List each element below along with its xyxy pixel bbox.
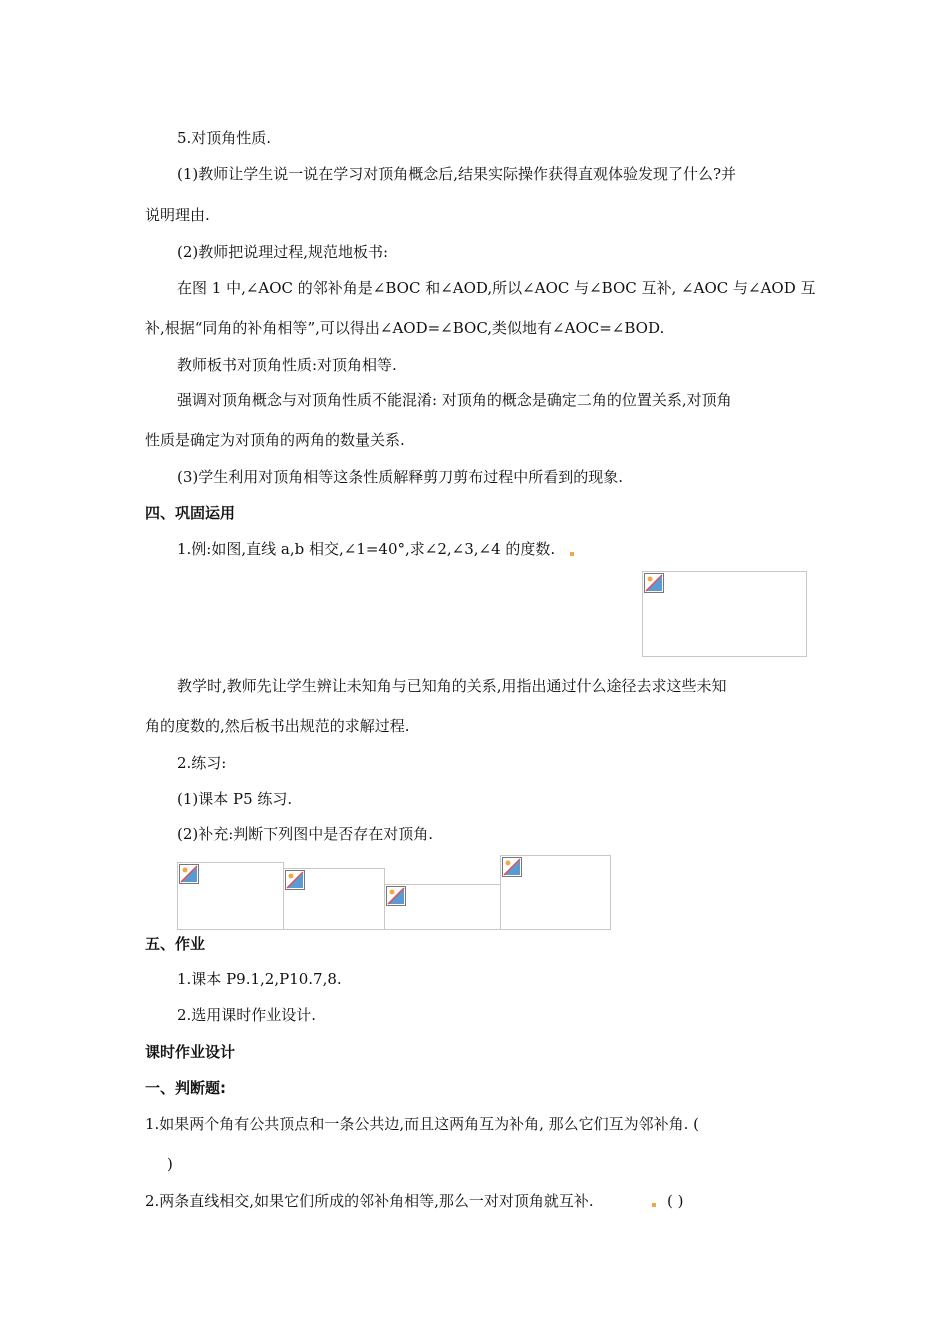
paragraph-line: 角的度数的,然后板书出规范的求解过程.	[145, 717, 410, 735]
question-line: 1.如果两个角有公共顶点和一条公共边,而且这两角互为补角, 那么它们互为邻补角. (	[145, 1115, 700, 1133]
question-line: 2.两条直线相交,如果它们所成的邻补角相等,那么一对对顶角就互补.	[145, 1192, 594, 1210]
paragraph-line: 性质是确定为对顶角的两角的数量关系.	[145, 431, 405, 449]
paragraph-line: 1.例:如图,直线 a,b 相交,∠1=40°,求∠2,∠3,∠4 的度数.	[177, 540, 556, 558]
section-heading-design: 课时作业设计	[145, 1043, 236, 1061]
section-heading-5: 5.对顶角性质.	[177, 129, 272, 147]
section-heading-judgment: 一、判断题:	[145, 1079, 226, 1097]
paragraph-line: (1)教师让学生说一说在学习对顶角概念后,结果实际操作获得直观体验发现了什么?并	[177, 165, 737, 183]
section-heading-5-homework: 五、作业	[145, 935, 206, 953]
broken-image-icon	[502, 857, 522, 877]
figure-image	[500, 855, 611, 930]
marker-dot	[570, 552, 574, 556]
broken-image-icon	[285, 870, 305, 890]
paragraph-line: 说明理由.	[145, 206, 210, 224]
section-heading-4: 四、巩固运用	[145, 504, 236, 522]
paragraph-line: (2)教师把说理过程,规范地板书:	[177, 243, 389, 261]
paragraph-line: 1.课本 P9.1,2,P10.7,8.	[177, 970, 342, 988]
figure-image	[283, 868, 385, 930]
broken-image-icon	[179, 864, 199, 884]
paragraph-line: (2)补充:判断下列图中是否存在对顶角.	[177, 825, 434, 843]
question-line: )	[167, 1155, 173, 1173]
paragraph-line: 强调对顶角概念与对顶角性质不能混淆: 对顶角的概念是确定二角的位置关系,对顶角	[177, 391, 732, 409]
broken-image-icon	[386, 886, 406, 906]
figure-image	[642, 571, 807, 657]
marker-dot	[652, 1203, 656, 1207]
figure-image	[384, 884, 501, 930]
paragraph-line: 在图 1 中,∠AOC 的邻补角是∠BOC 和∠AOD,所以∠AOC 与∠BOC 互补, ∠AOC 与∠AOD 互	[177, 279, 816, 297]
paragraph-line: 2.选用课时作业设计.	[177, 1006, 317, 1024]
answer-blank: ( )	[667, 1192, 684, 1210]
paragraph-line: 补,根据“同角的补角相等”,可以得出∠AOD=∠BOC,类似地有∠AOC=∠BOD.	[145, 319, 665, 337]
paragraph-line: (1)课本 P5 练习.	[177, 790, 293, 808]
paragraph-line: 2.练习:	[177, 754, 227, 772]
paragraph-line: 教学时,教师先让学生辨让未知角与已知角的关系,用指出通过什么途径去求这些未知	[177, 677, 727, 695]
paragraph-line: (3)学生利用对顶角相等这条性质解释剪刀剪布过程中所看到的现象.	[177, 468, 624, 486]
paragraph-line: 教师板书对顶角性质:对顶角相等.	[177, 356, 397, 374]
broken-image-icon	[644, 573, 664, 593]
figure-image	[177, 862, 284, 930]
